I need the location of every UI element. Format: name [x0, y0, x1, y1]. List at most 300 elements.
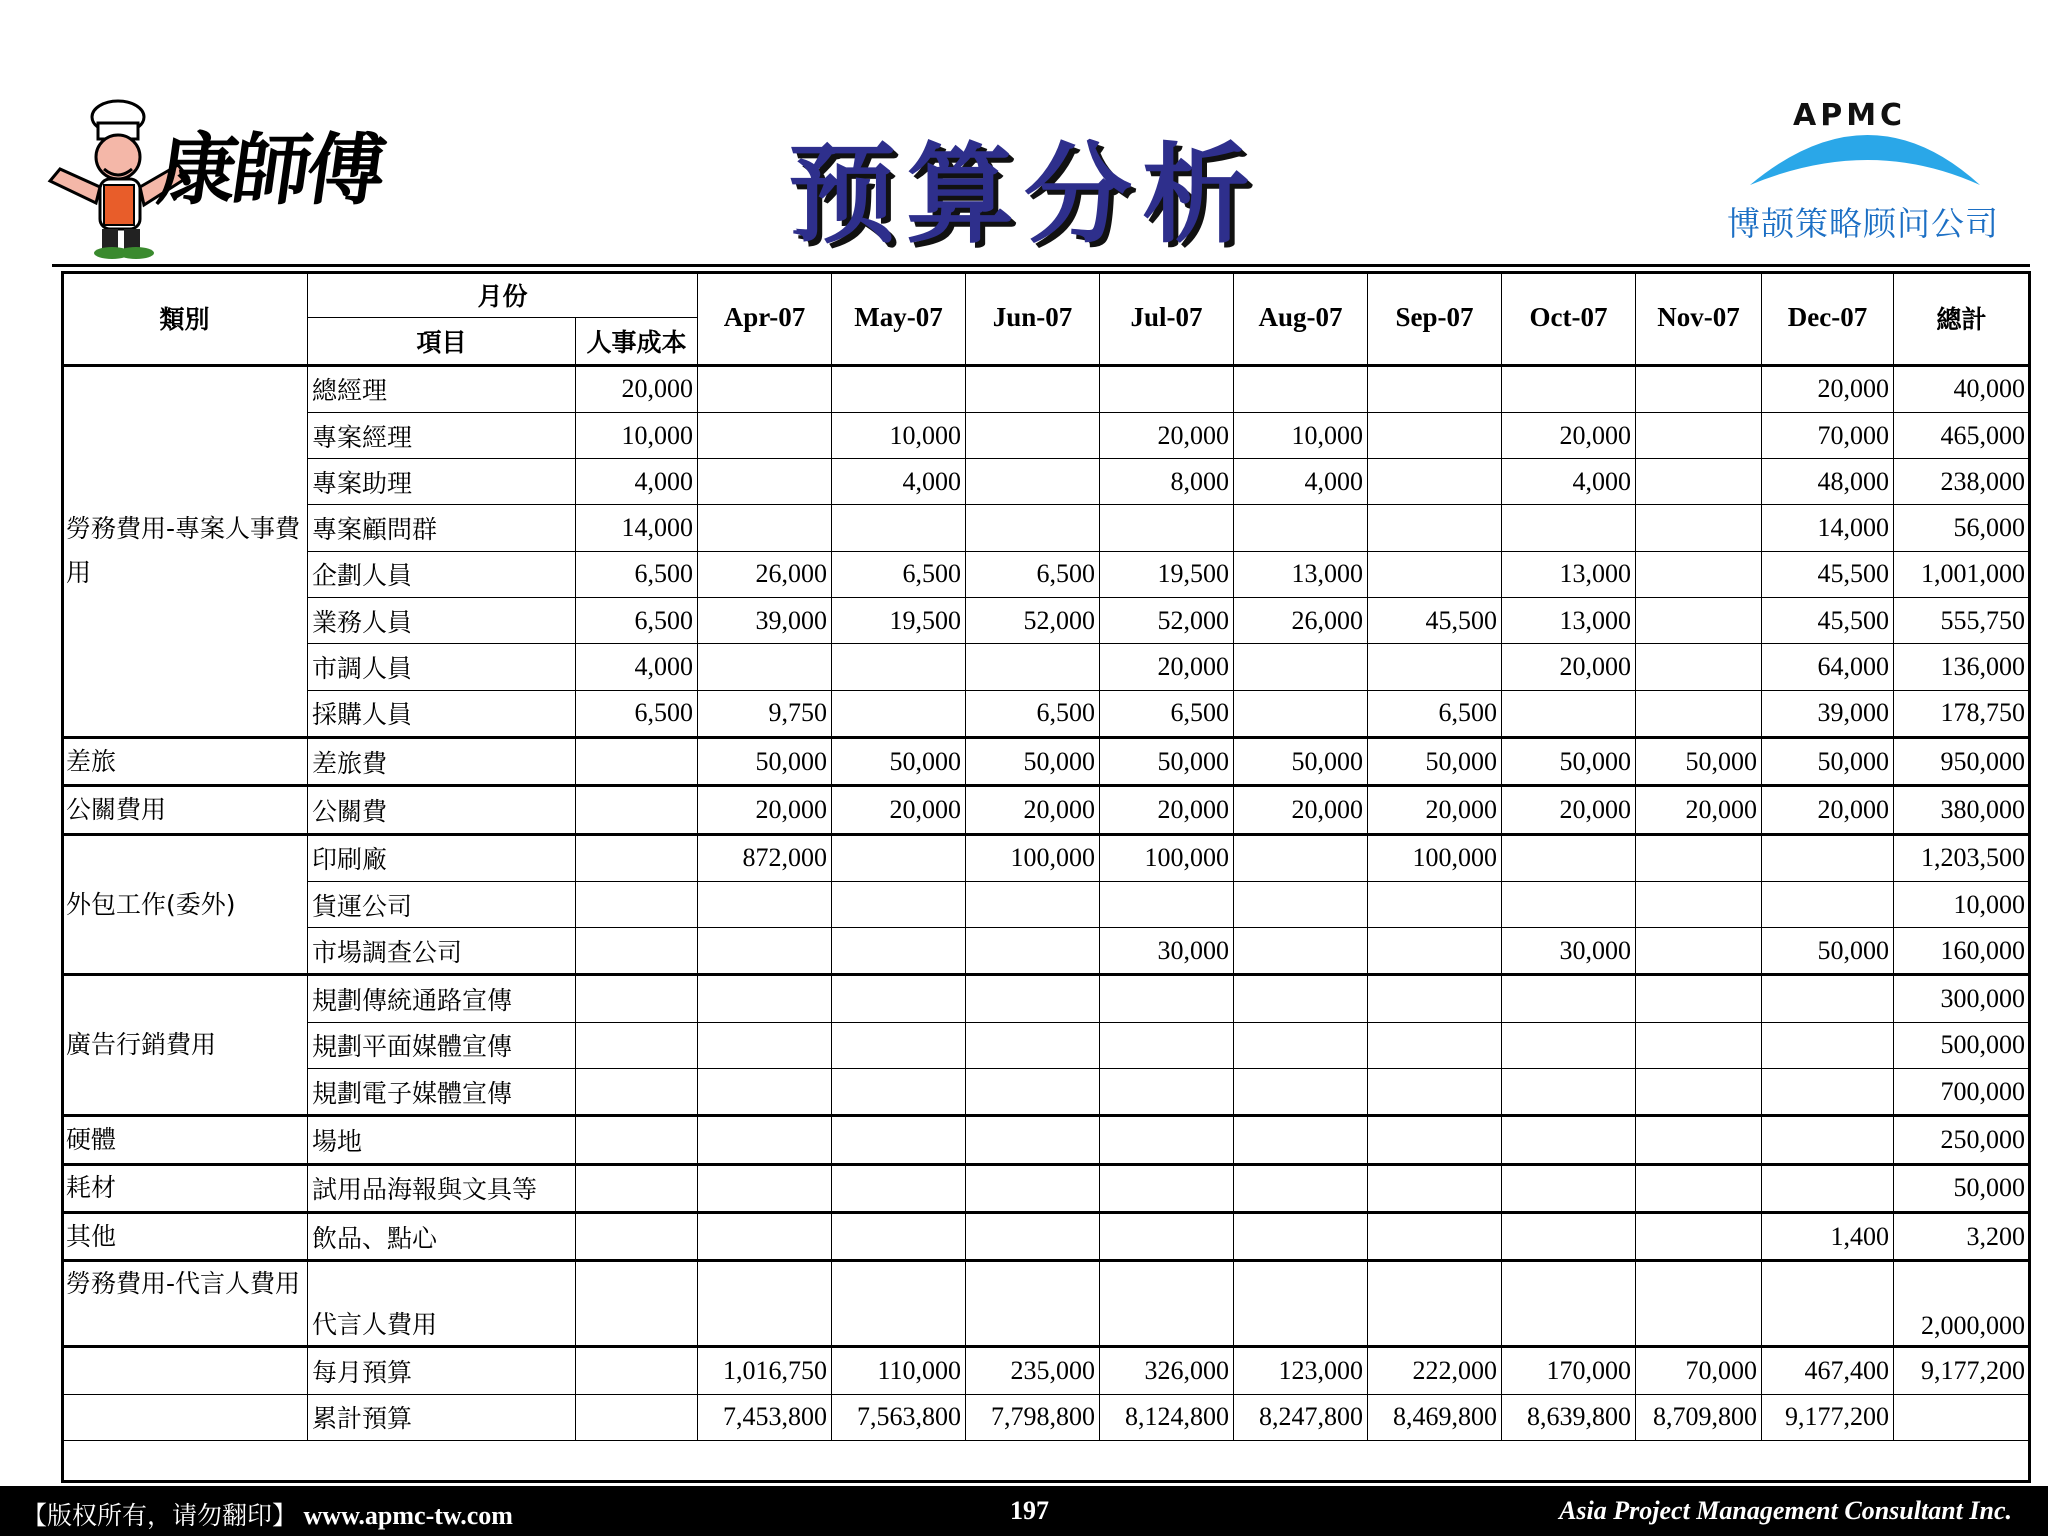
table-row [62, 1212, 2030, 1260]
month-value-cell: 50,000 [1368, 737, 1502, 785]
month-value-cell [1636, 1164, 1762, 1212]
table-row [62, 1164, 2030, 1212]
month-value-cell: 26,000 [698, 551, 832, 597]
month-value-cell [1234, 834, 1368, 881]
month-value-cell: 7,453,800 [698, 1394, 832, 1440]
category-cell: 外包工作(委外) [62, 834, 308, 975]
item-cell: 規劃電子媒體宣傳 [308, 1069, 576, 1116]
apmc-wordmark: APMC [1793, 98, 1907, 133]
staff-cost-cell: 4,000 [576, 459, 698, 505]
month-value-cell [1368, 412, 1502, 458]
item-cell: 公關費 [308, 786, 576, 834]
month-value-cell [832, 1116, 966, 1164]
header-month-col: May-07 [832, 272, 966, 366]
month-value-cell: 872,000 [698, 834, 832, 881]
month-value-cell: 30,000 [1502, 928, 1636, 975]
month-value-cell [698, 459, 832, 505]
month-value-cell [1100, 505, 1234, 551]
month-value-cell [1636, 1022, 1762, 1068]
month-value-cell [1234, 365, 1368, 412]
month-value-cell [1234, 1069, 1368, 1116]
table-row [62, 551, 2030, 597]
total-cell: 250,000 [1894, 1116, 2030, 1164]
month-value-cell [1100, 881, 1234, 927]
month-value-cell [1636, 881, 1762, 927]
month-value-cell [1502, 1116, 1636, 1164]
month-value-cell [1234, 881, 1368, 927]
month-value-cell [1502, 975, 1636, 1022]
month-value-cell [1234, 1212, 1368, 1260]
item-cell: 企劃人員 [308, 551, 576, 597]
table-row [62, 644, 2030, 690]
month-value-cell [1636, 598, 1762, 644]
staff-cost-cell [576, 1347, 698, 1394]
month-value-cell [698, 644, 832, 690]
month-value-cell [1502, 365, 1636, 412]
month-value-cell [1368, 1069, 1502, 1116]
item-cell: 規劃傳統通路宣傳 [308, 975, 576, 1022]
month-value-cell [1368, 505, 1502, 551]
month-value-cell [1234, 1116, 1368, 1164]
month-value-cell: 50,000 [1234, 737, 1368, 785]
total-cell: 40,000 [1894, 365, 2030, 412]
month-value-cell [1502, 1261, 1636, 1347]
staff-cost-cell [576, 1022, 698, 1068]
month-value-cell: 8,709,800 [1636, 1394, 1762, 1440]
staff-cost-cell: 20,000 [576, 365, 698, 412]
category-cell: 勞務費用-專案人事費用 [62, 365, 308, 737]
staff-cost-cell [576, 1069, 698, 1116]
cumulative-budget-row [62, 1394, 2030, 1440]
total-cell: 9,177,200 [1894, 1347, 2030, 1394]
table-row [62, 834, 2030, 881]
header-total: 總計 [1894, 272, 2030, 366]
month-value-cell [966, 1212, 1100, 1260]
month-value-cell [832, 834, 966, 881]
total-cell: 1,001,000 [1894, 551, 2030, 597]
month-value-cell: 52,000 [1100, 598, 1234, 644]
month-value-cell: 50,000 [1762, 928, 1894, 975]
staff-cost-cell [576, 1116, 698, 1164]
staff-cost-cell [576, 834, 698, 881]
month-value-cell: 100,000 [966, 834, 1100, 881]
item-cell: 專案助理 [308, 459, 576, 505]
month-value-cell [1636, 1261, 1762, 1347]
month-value-cell: 26,000 [1234, 598, 1368, 644]
total-cell: 300,000 [1894, 975, 2030, 1022]
month-value-cell [1100, 975, 1234, 1022]
month-value-cell [966, 644, 1100, 690]
header-month-col: Dec-07 [1762, 272, 1894, 366]
month-value-cell: 50,000 [1502, 737, 1636, 785]
month-value-cell [832, 1212, 966, 1260]
month-value-cell: 326,000 [1100, 1347, 1234, 1394]
item-cell: 市調人員 [308, 644, 576, 690]
month-value-cell [1762, 1069, 1894, 1116]
month-value-cell: 20,000 [1762, 365, 1894, 412]
month-value-cell [1762, 1022, 1894, 1068]
month-value-cell [1100, 1022, 1234, 1068]
item-cell: 場地 [308, 1116, 576, 1164]
month-value-cell: 20,000 [1502, 786, 1636, 834]
header-month-col: Apr-07 [698, 272, 832, 366]
table-row [62, 459, 2030, 505]
header-month: 月份 [308, 272, 698, 318]
month-value-cell: 20,000 [1368, 786, 1502, 834]
staff-cost-cell: 10,000 [576, 412, 698, 458]
month-value-cell [698, 1164, 832, 1212]
month-value-cell [1636, 505, 1762, 551]
month-value-cell: 467,400 [1762, 1347, 1894, 1394]
item-cell: 市場調查公司 [308, 928, 576, 975]
month-value-cell [966, 881, 1100, 927]
month-value-cell [1100, 1116, 1234, 1164]
page-number: 197 [1010, 1496, 1049, 1525]
month-value-cell: 70,000 [1636, 1347, 1762, 1394]
month-value-cell [1636, 1212, 1762, 1260]
header-month-col: Jul-07 [1100, 272, 1234, 366]
table-row [62, 737, 2030, 785]
month-value-cell: 20,000 [1502, 412, 1636, 458]
month-value-cell [1502, 1069, 1636, 1116]
total-cell: 178,750 [1894, 690, 2030, 737]
item-cell: 總經理 [308, 365, 576, 412]
month-value-cell: 6,500 [966, 690, 1100, 737]
table-row [62, 1022, 2030, 1068]
month-value-cell: 20,000 [1234, 786, 1368, 834]
budget-body [62, 365, 2030, 1440]
month-value-cell: 222,000 [1368, 1347, 1502, 1394]
month-value-cell [1636, 644, 1762, 690]
month-value-cell: 45,500 [1762, 551, 1894, 597]
month-value-cell [1636, 459, 1762, 505]
total-cell: 3,200 [1894, 1212, 2030, 1260]
month-value-cell: 1,016,750 [698, 1347, 832, 1394]
month-value-cell: 6,500 [1100, 690, 1234, 737]
staff-cost-cell: 14,000 [576, 505, 698, 551]
header-month-col: Nov-07 [1636, 272, 1762, 366]
month-value-cell: 10,000 [832, 412, 966, 458]
month-value-cell: 4,000 [1502, 459, 1636, 505]
month-value-cell: 13,000 [1502, 551, 1636, 597]
month-value-cell [966, 1022, 1100, 1068]
month-value-cell: 13,000 [1502, 598, 1636, 644]
staff-cost-cell [576, 975, 698, 1022]
month-value-cell [1368, 365, 1502, 412]
month-value-cell: 52,000 [966, 598, 1100, 644]
month-value-cell [832, 365, 966, 412]
month-value-cell [1502, 505, 1636, 551]
month-value-cell: 100,000 [1368, 834, 1502, 881]
category-cell: 差旅 [62, 737, 308, 785]
month-value-cell: 50,000 [1100, 737, 1234, 785]
empty-category-cell [62, 1394, 308, 1440]
footer-website: www.apmc-tw.com [303, 1501, 513, 1530]
month-value-cell [1368, 928, 1502, 975]
month-value-cell [1636, 928, 1762, 975]
month-value-cell: 50,000 [1762, 737, 1894, 785]
month-value-cell: 45,500 [1368, 598, 1502, 644]
month-value-cell: 6,500 [966, 551, 1100, 597]
month-value-cell [1100, 365, 1234, 412]
month-value-cell [1502, 1212, 1636, 1260]
item-cell: 差旅費 [308, 737, 576, 785]
total-cell: 950,000 [1894, 737, 2030, 785]
month-value-cell: 8,469,800 [1368, 1394, 1502, 1440]
month-value-cell [1368, 1261, 1502, 1347]
category-cell: 硬體 [62, 1116, 308, 1164]
item-cell: 累計預算 [308, 1394, 576, 1440]
month-value-cell [1762, 1261, 1894, 1347]
month-value-cell [1368, 881, 1502, 927]
staff-cost-cell [576, 1394, 698, 1440]
month-value-cell: 14,000 [1762, 505, 1894, 551]
month-value-cell [698, 975, 832, 1022]
item-cell: 印刷廠 [308, 834, 576, 881]
month-value-cell [1368, 975, 1502, 1022]
total-cell: 555,750 [1894, 598, 2030, 644]
month-value-cell: 8,124,800 [1100, 1394, 1234, 1440]
month-value-cell: 9,177,200 [1762, 1394, 1894, 1440]
header-rule [52, 264, 2030, 267]
staff-cost-cell [576, 1212, 698, 1260]
month-value-cell: 110,000 [832, 1347, 966, 1394]
month-value-cell [966, 1069, 1100, 1116]
table-row [62, 1116, 2030, 1164]
month-value-cell: 64,000 [1762, 644, 1894, 690]
header-month-col: Sep-07 [1368, 272, 1502, 366]
month-value-cell [1234, 1164, 1368, 1212]
brand-name: 康師傅 [152, 125, 388, 216]
header-month-col: Oct-07 [1502, 272, 1636, 366]
month-value-cell [1234, 928, 1368, 975]
total-cell: 465,000 [1894, 412, 2030, 458]
header-staff-cost: 人事成本 [576, 318, 698, 365]
month-value-cell [1368, 1116, 1502, 1164]
month-value-cell [1636, 690, 1762, 737]
month-value-cell [966, 975, 1100, 1022]
month-value-cell [698, 928, 832, 975]
month-value-cell [698, 412, 832, 458]
month-value-cell: 13,000 [1234, 551, 1368, 597]
table-row [62, 786, 2030, 834]
header-month-col: Jun-07 [966, 272, 1100, 366]
month-value-cell [698, 1069, 832, 1116]
page-title: 预算分析 [787, 133, 1260, 258]
staff-cost-cell: 6,500 [576, 551, 698, 597]
month-value-cell [1636, 365, 1762, 412]
month-value-cell [1368, 1164, 1502, 1212]
month-value-cell [832, 1069, 966, 1116]
month-value-cell [1762, 975, 1894, 1022]
month-value-cell: 39,000 [1762, 690, 1894, 737]
month-value-cell [1502, 1164, 1636, 1212]
month-value-cell [1636, 975, 1762, 1022]
footer-copyright: 【版权所有，请勿翻印】 [22, 1501, 298, 1530]
month-value-cell [832, 505, 966, 551]
month-value-cell [1762, 881, 1894, 927]
month-value-cell [698, 365, 832, 412]
month-value-cell: 9,750 [698, 690, 832, 737]
month-value-cell [1100, 1212, 1234, 1260]
budget-table [61, 271, 2030, 1441]
month-value-cell [832, 928, 966, 975]
month-value-cell: 100,000 [1100, 834, 1234, 881]
month-value-cell [1368, 551, 1502, 597]
month-value-cell [966, 459, 1100, 505]
month-value-cell: 4,000 [832, 459, 966, 505]
month-value-cell [1636, 1069, 1762, 1116]
category-cell: 其他 [62, 1212, 308, 1260]
month-value-cell [966, 505, 1100, 551]
month-value-cell: 39,000 [698, 598, 832, 644]
month-value-cell [1636, 834, 1762, 881]
total-cell: 56,000 [1894, 505, 2030, 551]
month-value-cell [1502, 834, 1636, 881]
item-cell: 每月預算 [308, 1347, 576, 1394]
month-value-cell: 8,639,800 [1502, 1394, 1636, 1440]
month-value-cell: 50,000 [966, 737, 1100, 785]
total-cell: 700,000 [1894, 1069, 2030, 1116]
month-value-cell [1636, 1116, 1762, 1164]
header-item: 項目 [308, 318, 576, 365]
month-value-cell [1234, 505, 1368, 551]
header-month-col: Aug-07 [1234, 272, 1368, 366]
footer-bar [0, 1486, 2048, 1536]
month-value-cell [1234, 690, 1368, 737]
month-value-cell [966, 1164, 1100, 1212]
month-value-cell [698, 881, 832, 927]
item-cell: 規劃平面媒體宣傳 [308, 1022, 576, 1068]
month-value-cell: 8,000 [1100, 459, 1234, 505]
month-value-cell [832, 1261, 966, 1347]
staff-cost-cell [576, 1164, 698, 1212]
staff-cost-cell [576, 928, 698, 975]
total-cell: 10,000 [1894, 881, 2030, 927]
month-value-cell: 20,000 [1100, 644, 1234, 690]
month-value-cell [832, 690, 966, 737]
table-row [62, 881, 2030, 927]
header-category: 類別 [62, 272, 308, 366]
month-value-cell [966, 928, 1100, 975]
month-value-cell: 170,000 [1502, 1347, 1636, 1394]
month-value-cell: 20,000 [1636, 786, 1762, 834]
month-value-cell: 20,000 [1100, 786, 1234, 834]
total-cell: 238,000 [1894, 459, 2030, 505]
footer-company: Asia Project Management Consultant Inc. [1559, 1496, 2012, 1525]
table-row [62, 1261, 2030, 1347]
month-value-cell [832, 1022, 966, 1068]
month-value-cell: 8,247,800 [1234, 1394, 1368, 1440]
month-value-cell: 20,000 [832, 786, 966, 834]
month-value-cell: 7,563,800 [832, 1394, 966, 1440]
item-cell: 採購人員 [308, 690, 576, 737]
month-value-cell [1502, 881, 1636, 927]
month-value-cell [1100, 1164, 1234, 1212]
month-value-cell [1100, 1261, 1234, 1347]
category-cell: 耗材 [62, 1164, 308, 1212]
footer-left [22, 1496, 513, 1532]
item-cell: 貨運公司 [308, 881, 576, 927]
category-cell: 勞務費用-代言人費用 [62, 1261, 308, 1347]
month-value-cell: 6,500 [832, 551, 966, 597]
month-value-cell: 50,000 [698, 737, 832, 785]
month-value-cell: 70,000 [1762, 412, 1894, 458]
table-row [62, 690, 2030, 737]
month-value-cell: 20,000 [1100, 412, 1234, 458]
table-row [62, 928, 2030, 975]
month-value-cell [1100, 1069, 1234, 1116]
month-value-cell [1762, 834, 1894, 881]
month-value-cell: 20,000 [698, 786, 832, 834]
month-value-cell: 50,000 [832, 737, 966, 785]
total-cell: 1,203,500 [1894, 834, 2030, 881]
month-value-cell [698, 1116, 832, 1164]
month-value-cell: 6,500 [1368, 690, 1502, 737]
table-row [62, 975, 2030, 1022]
month-value-cell: 19,500 [832, 598, 966, 644]
month-value-cell: 123,000 [1234, 1347, 1368, 1394]
empty-category-cell [62, 1347, 308, 1394]
staff-cost-cell [576, 737, 698, 785]
month-value-cell: 20,000 [1762, 786, 1894, 834]
month-value-cell: 10,000 [1234, 412, 1368, 458]
month-value-cell [1368, 644, 1502, 690]
staff-cost-cell [576, 786, 698, 834]
month-value-cell [1368, 459, 1502, 505]
month-value-cell [1368, 1022, 1502, 1068]
month-value-cell [1762, 1116, 1894, 1164]
month-value-cell: 1,400 [1762, 1212, 1894, 1260]
month-value-cell: 45,500 [1762, 598, 1894, 644]
month-value-cell [1234, 1022, 1368, 1068]
item-cell: 代言人費用 [308, 1261, 576, 1347]
month-value-cell [1762, 1164, 1894, 1212]
month-value-cell [966, 1116, 1100, 1164]
month-value-cell [1234, 1261, 1368, 1347]
item-cell: 飲品、點心 [308, 1212, 576, 1260]
month-value-cell: 20,000 [1502, 644, 1636, 690]
month-value-cell [1502, 1022, 1636, 1068]
total-cell: 160,000 [1894, 928, 2030, 975]
month-value-cell: 19,500 [1100, 551, 1234, 597]
month-value-cell: 30,000 [1100, 928, 1234, 975]
month-value-cell [698, 505, 832, 551]
month-value-cell [832, 1164, 966, 1212]
month-value-cell: 7,798,800 [966, 1394, 1100, 1440]
total-cell: 2,000,000 [1894, 1261, 2030, 1347]
total-cell: 50,000 [1894, 1164, 2030, 1212]
monthly-budget-row [62, 1347, 2030, 1394]
table-row [62, 412, 2030, 458]
month-value-cell: 48,000 [1762, 459, 1894, 505]
table-row [62, 365, 2030, 412]
table-row [62, 505, 2030, 551]
month-value-cell [698, 1212, 832, 1260]
table-row [62, 598, 2030, 644]
total-cell: 500,000 [1894, 1022, 2030, 1068]
staff-cost-cell: 6,500 [576, 598, 698, 644]
staff-cost-cell [576, 881, 698, 927]
month-value-cell [966, 412, 1100, 458]
month-value-cell [1368, 1212, 1502, 1260]
month-value-cell [698, 1022, 832, 1068]
month-value-cell [1234, 975, 1368, 1022]
item-cell: 專案顧問群 [308, 505, 576, 551]
month-value-cell [966, 1261, 1100, 1347]
table-row [62, 1069, 2030, 1116]
category-cell: 公關費用 [62, 786, 308, 834]
